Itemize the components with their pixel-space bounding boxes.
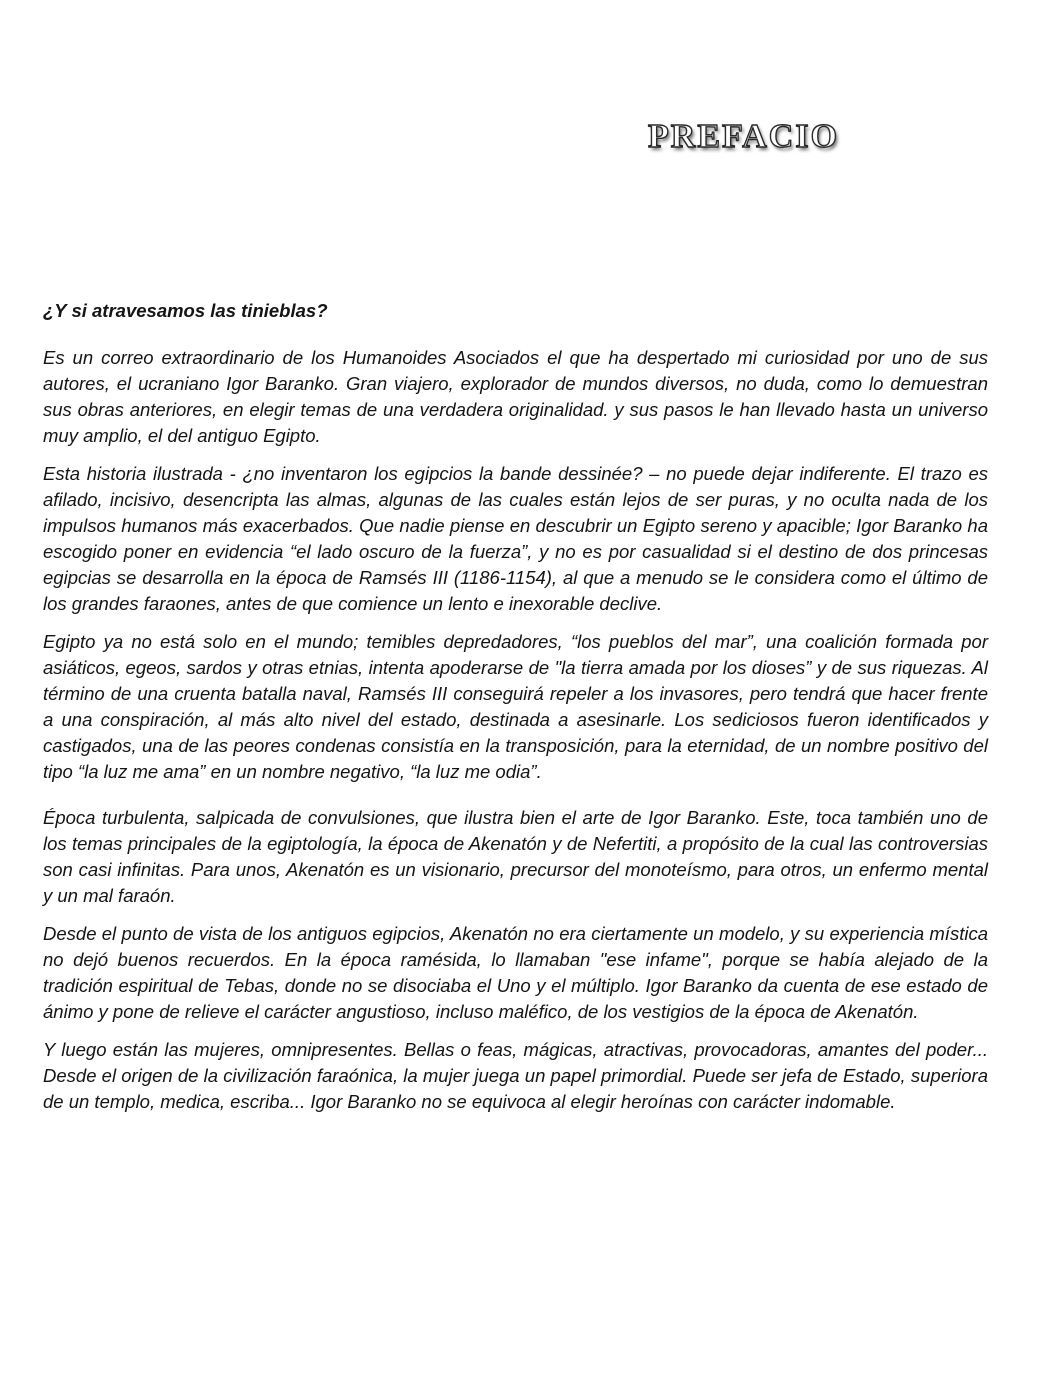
paragraph-5: Desde el punto de vista de los antiguos egipcios, Akenatón no era ciertamente un modelo, y su experiencia mística no dejó buenos recuerdos. En la época ramésida, lo llamaban "ese infame", porque se había alejado de la tradición espiritual de Tebas, donde no se disociaba el Uno y el múltiplo. Igor Baranko da cuenta de ese estado de ánimo y pone de relieve el carácter angustioso, incluso maléfico, de los vestigios de la época de Akenatón.: [43, 923, 988, 1022]
paragraph-6: Y luego están las mujeres, omnipresentes. Bellas o feas, mágicas, atractivas, provocadoras, amantes del poder... Desde el origen de la civilización faraónica, la mujer juega un papel primordial. Puede ser jefa de Estado, superiora de un templo, medica, escriba... Igor Baranko no se equivoca al elegir heroínas con carácter indomable.: [43, 1039, 988, 1112]
page-title: PREFACIO: [648, 118, 840, 155]
paragraph-4: Época turbulenta, salpicada de convulsiones, que ilustra bien el arte de Igor Baranko. Este, toca también uno de los temas principales de la egiptología, la época de Akenatón y de Nefertiti, a propósito de la cual las controversias son casi infinitas. Para unos, Akenatón es un visionario, precursor del monoteísmo, para otros, un enfermo mental y un mal faraón.: [43, 807, 988, 906]
preface-body: [43, 298, 988, 1127]
paragraph-2: Esta historia ilustrada - ¿no inventaron los egipcios la bande dessinée? – no puede dejar indiferente. El trazo es afilado, incisivo, desencripta las almas, algunas de las cuales están lejos de ser puras, y no oculta nada de los impulsos humanos más exacerbados. Que nadie piense en descubrir un Egipto sereno y apacible; Igor Baranko ha escogido poner en evidencia “el lado oscuro de la fuerza”, y no es por casualidad si el destino de dos princesas egipcias se desarrolla en la época de Ramsés III (1186-1154), al que a menudo se le considera como el último de los grandes faraones, antes de que comience un lento e inexorable declive.: [43, 463, 988, 614]
section-heading: ¿Y si atravesamos las tinieblas?: [43, 300, 328, 321]
paragraph-3: Egipto ya no está solo en el mundo; temibles depredadores, “los pueblos del mar”, una coalición formada por asiáticos, egeos, sardos y otras etnias, intenta apoderarse de "la tierra amada por los dioses” y de sus riquezas. Al término de una cruenta batalla naval, Ramsés III conseguirá repeler a los invasores, pero tendrá que hacer frente a una conspiración, al más alto nivel del estado, destinada a asesinarle. Los sediciosos fueron identificados y castigados, una de las peores condenas consistía en la transposición, para la eternidad, de un nombre positivo del tipo “la luz me ama” en un nombre negativo, “la luz me odia”.: [43, 631, 988, 782]
paragraph-1: Es un correo extraordinario de los Humanoides Asociados el que ha despertado mi curiosidad por uno de sus autores, el ucraniano Igor Baranko. Gran viajero, explorador de mundos diversos, no duda, como lo demuestran sus obras anteriores, en elegir temas de una verdadera originalidad. y sus pasos le han llevado hasta un universo muy amplio, el del antiguo Egipto.: [43, 347, 988, 446]
